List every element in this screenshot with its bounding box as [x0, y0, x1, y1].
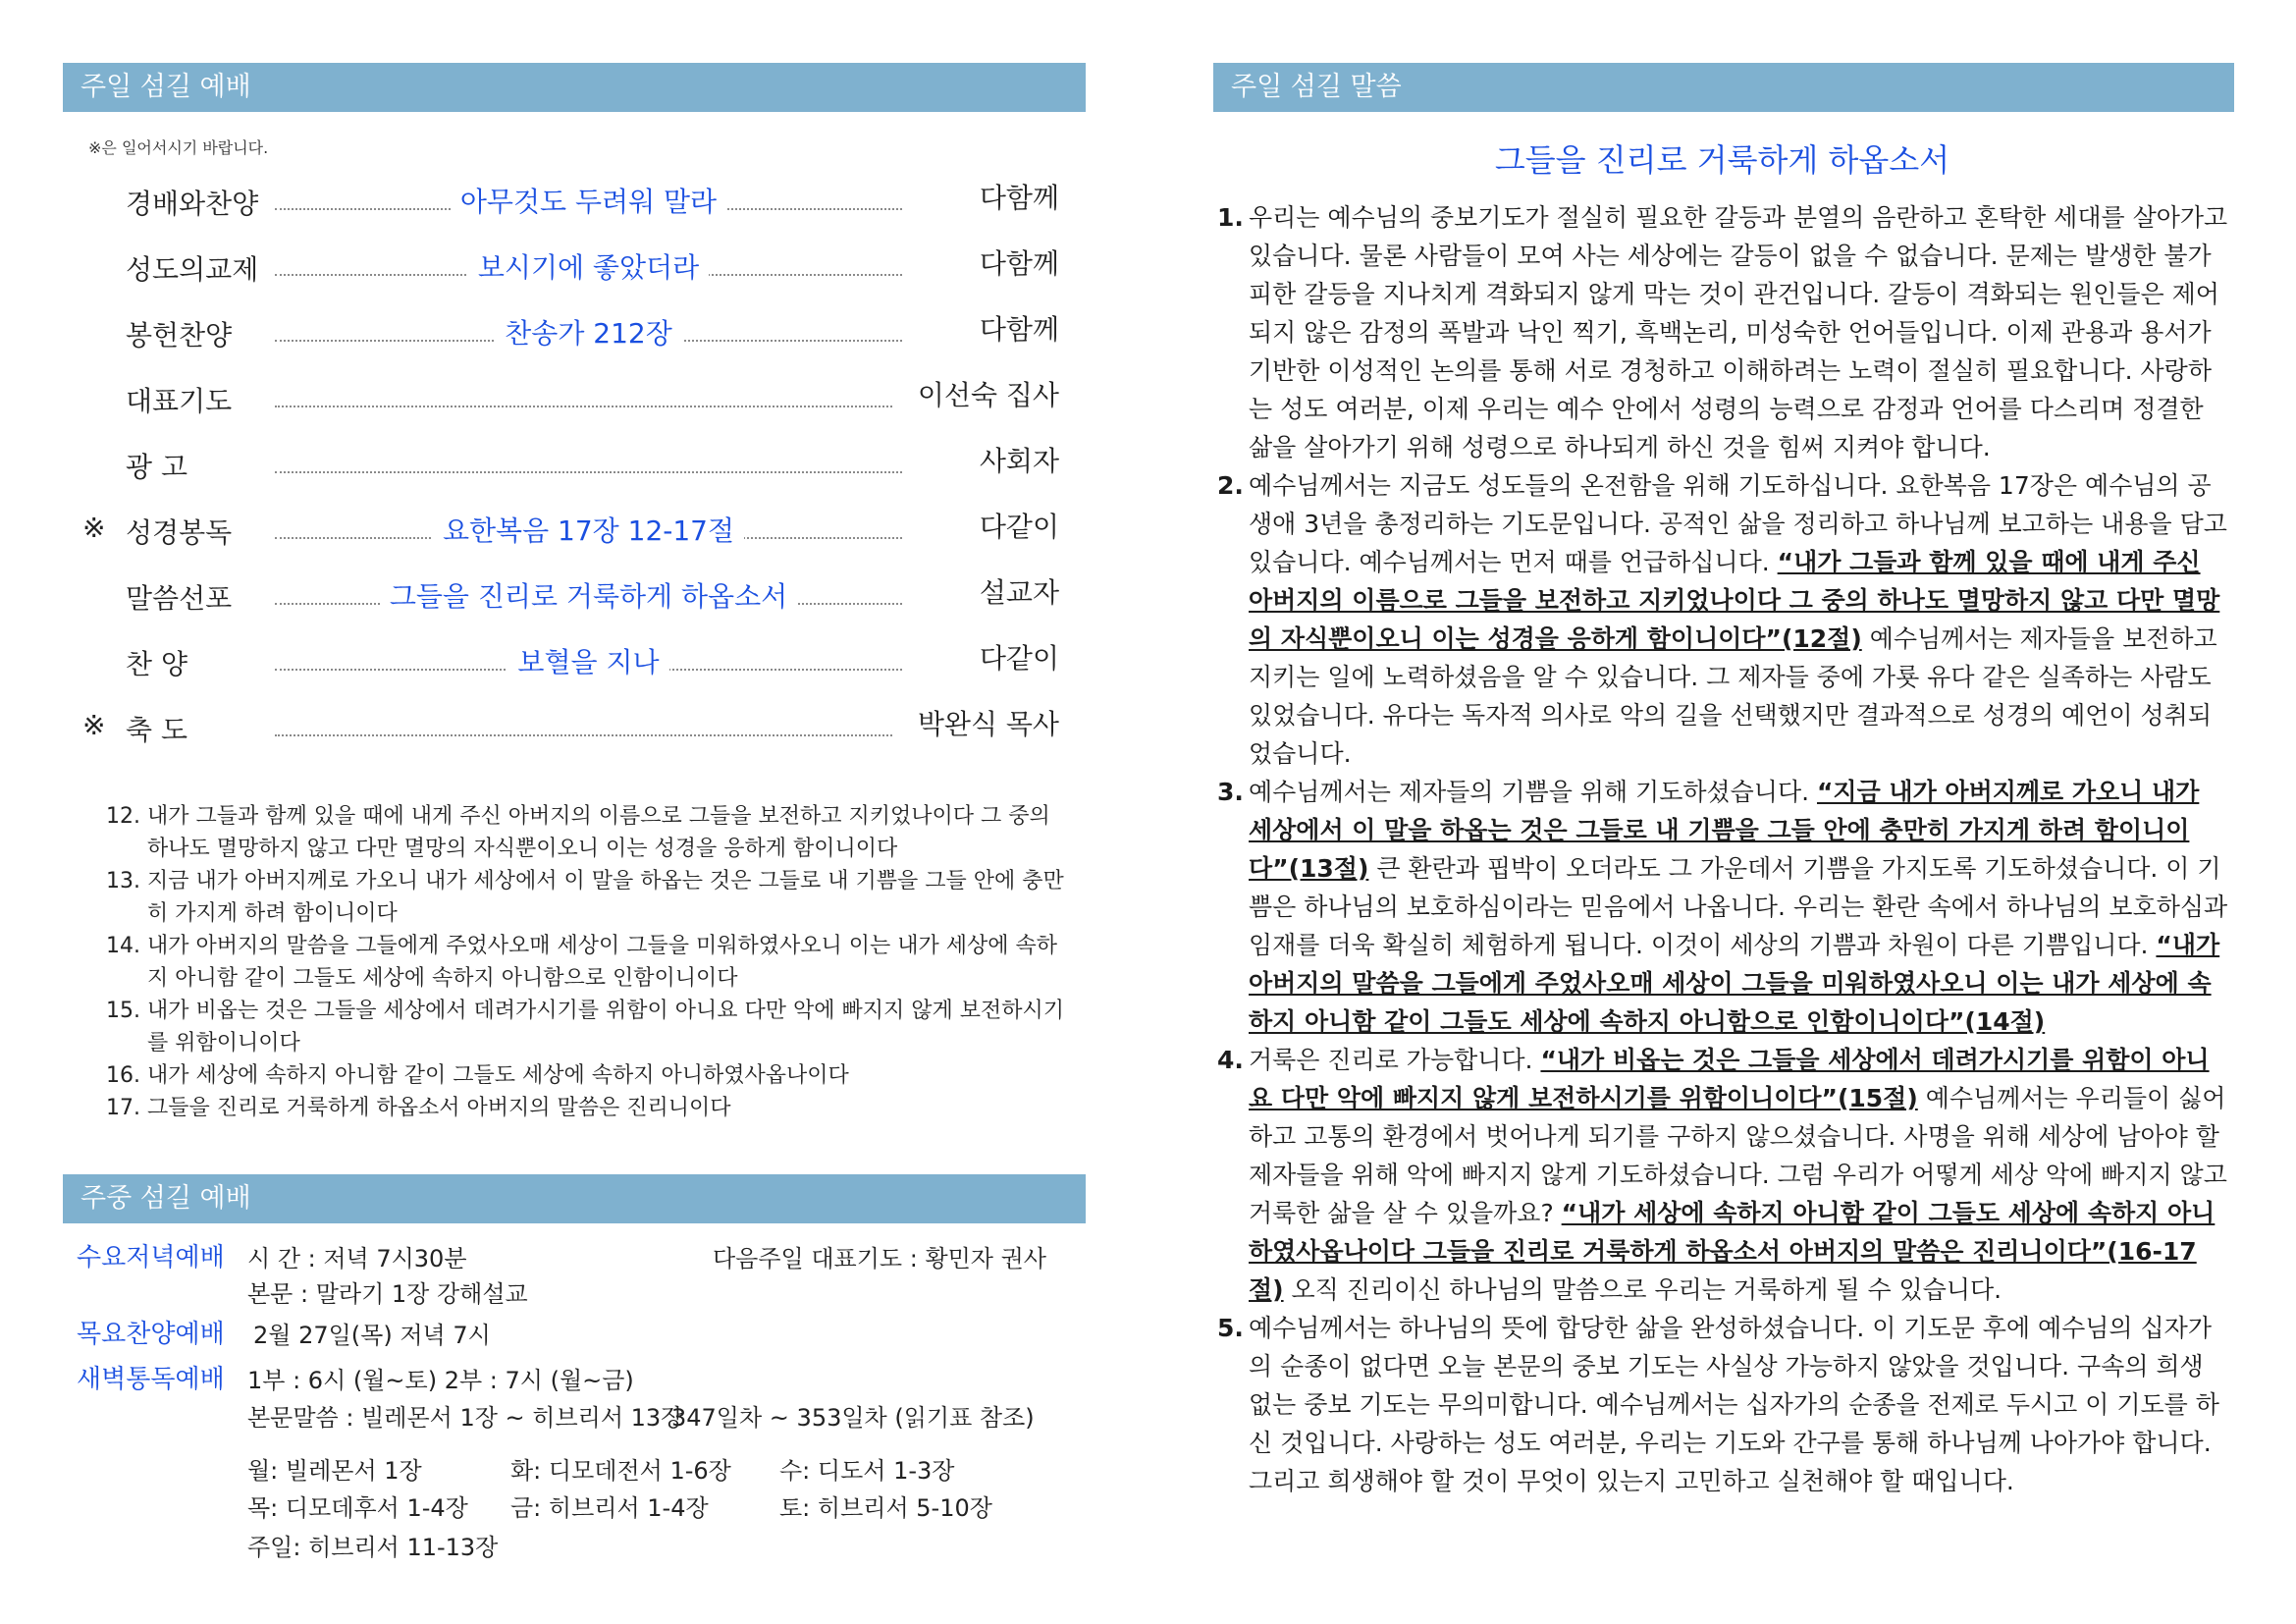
wed-time: 시 간 : 저녁 7시30분 [247, 1245, 467, 1272]
order-person: 다같이 [979, 511, 1059, 543]
dawn-label: 새벽통독예배 [77, 1365, 225, 1394]
order-label: 축 도 [126, 714, 187, 746]
order-title: 아무것도 두려워 말라 [275, 181, 902, 220]
order-title: 그들을 진리로 거룩하게 하옵소서 [275, 575, 902, 615]
bible-quote: “내가 아버지의 말씀을 그들에게 주었사오매 세상이 그들을 미워하였사오니 이는 내가 세상에 속하지 아니함 같이 그들도 세상에 속하지 아니함으로 인함이니이다”(14절) [1249, 931, 2220, 1036]
order-row [82, 370, 1059, 436]
verse-text: 지금 내가 아버지께로 가오니 내가 세상에서 이 말을 하옵는 것은 그들로 내 기쁨을 그들 안에 충만히 가지게 하려 함이니이다 [147, 869, 1064, 926]
order-label: 경배와찬양 [126, 188, 259, 220]
order-title: 찬송가 212장 [275, 312, 902, 352]
point-text [1249, 1041, 2230, 1309]
verse-number: 15. [106, 999, 140, 1023]
bible-quote: “내가 세상에 속하지 아니함 같이 그들도 세상에 속하지 아니하였사옵나이다 그들을 진리로 거룩하게 하옵소서 아버지의 말씀은 진리니이다”(16-17절) [1249, 1199, 2216, 1304]
order-row [82, 633, 1059, 699]
schedule-item: 월: 빌레몬서 1장 [247, 1457, 422, 1485]
scripture-verses [106, 800, 1068, 1124]
order-title: 요한복음 17장 12-17절 [275, 510, 902, 549]
order-row [82, 699, 1059, 765]
verse-item [106, 800, 1068, 865]
stand-mark: ※ [82, 512, 106, 544]
dotted-leader [275, 471, 902, 473]
dawn-days: 347일차 ~ 353일차 (읽기표 참조) [671, 1404, 1035, 1432]
point-text-part: 예수님께서는 제자들을 보전하고 지키는 일에 노력하셨음을 알 수 있습니다. 그 제자들 중에 가룟 유다 같은 실족하는 사람도 있었습니다. 유다는 독자적 의사로 악의 길을 선택했지만 결과적으로 성경의 예언이 성취되었습니다. [1249, 624, 2217, 768]
sermon-point [1217, 1041, 2230, 1309]
schedule-item: 토: 히브리서 5-10장 [779, 1494, 992, 1522]
point-text [1249, 466, 2230, 773]
point-number: 1. [1217, 203, 1244, 232]
point-text-part: 예수님께서는 우리들이 싫어하고 고통의 환경에서 벗어나게 되기를 구하지 않으셨습니다. 사명을 위해 세상에 남아야 할 제자들을 위해 악에 빠지지 않게 기도하셨습니다. 그럼 우리가 어떻게 세상 악에 빠지지 않고 거룩한 삶을 살 수 있을까요? [1249, 1084, 2227, 1227]
verse-text: 내가 비옵는 것은 그들을 세상에서 데려가시기를 위함이 아니요 다만 악에 빠지지 않게 보전하시기를 위함이니이다 [147, 999, 1065, 1056]
dotted-leader [275, 406, 892, 407]
order-label: 말씀선포 [126, 582, 233, 615]
order-person: 다함께 [979, 247, 1059, 280]
verse-number: 16. [106, 1063, 140, 1088]
sermon-point [1217, 466, 2230, 773]
verse-text: 그들을 진리로 거룩하게 하옵소서 아버지의 말씀은 진리니이다 [147, 1096, 731, 1120]
order-row [82, 436, 1059, 502]
worship-header: 주일 섬길 예배 [63, 63, 1086, 112]
verse-item [106, 1092, 1068, 1124]
point-text-part: 거룩은 진리로 가능합니다. [1249, 1046, 1541, 1074]
schedule-item: 주일: 히브리서 11-13장 [247, 1534, 499, 1561]
sermon-point [1217, 1309, 2230, 1500]
wed-label: 수요저녁예배 [77, 1243, 225, 1272]
point-number: 5. [1217, 1314, 1244, 1342]
next-prayer: 다음주일 대표기도 : 황민자 권사 [713, 1245, 1046, 1272]
sermon-point [1217, 773, 2230, 1041]
order-row [82, 173, 1059, 239]
verse-number: 14. [106, 934, 140, 958]
sermon-header: 주일 섬길 말씀 [1213, 63, 2234, 112]
dotted-leader [275, 734, 892, 736]
verse-text: 내가 세상에 속하지 아니함 같이 그들도 세상에 속하지 아니하였사옵나이다 [147, 1063, 849, 1088]
order-label: 봉헌찬양 [126, 319, 233, 352]
standing-note: ※은 일어서시기 바랍니다. [88, 138, 269, 157]
stand-mark: ※ [82, 709, 106, 741]
order-person: 다함께 [979, 313, 1059, 346]
sermon-point [1217, 198, 2230, 466]
verse-item [106, 1059, 1068, 1092]
order-person: 설교자 [979, 576, 1059, 609]
verse-number: 13. [106, 869, 140, 893]
order-person: 이선숙 집사 [917, 379, 1059, 411]
order-person: 다같이 [979, 642, 1059, 675]
schedule-item: 금: 히브리서 1-4장 [510, 1494, 709, 1522]
order-label: 대표기도 [126, 385, 233, 417]
order-row [82, 502, 1059, 568]
dawn-time: 1부 : 6시 (월~토) 2부 : 7시 (월~금) [247, 1367, 634, 1394]
point-text-part: 예수님께서는 지금도 성도들의 온전함을 위해 기도하십니다. 요한복음 17장은 예수님의 공생애 3년을 총정리하는 기도문입니다. 공적인 삶을 정리하고 하나님께 보고하는 내용을 담고 있습니다. 예수님께서는 먼저 때를 언급하십니다. [1249, 471, 2227, 576]
order-label: 성경봉독 [126, 516, 233, 549]
order-title: 보시기에 좋았더라 [275, 246, 902, 286]
point-number: 4. [1217, 1046, 1244, 1074]
verse-number: 12. [106, 804, 140, 829]
order-person: 사회자 [979, 445, 1059, 477]
point-text [1249, 773, 2230, 1041]
point-text-part: 큰 환란과 핍박이 오더라도 그 가운데서 기쁨을 가지도록 기도하셨습니다. 이 기쁨은 하나님의 보호하심이라는 믿음에서 나옵니다. 우리는 환란 속에서 하나님의 보호하심과 임재를 더욱 확실히 체험하게 됩니다. 이것이 세상의 기쁨과 차원이 다른 기쁨입니다. [1249, 854, 2228, 959]
order-title: 보혈을 지나 [275, 641, 902, 680]
verse-number: 17. [106, 1096, 140, 1120]
point-number: 3. [1217, 778, 1244, 806]
wed-text: 본문 : 말라기 1장 강해설교 [247, 1280, 528, 1308]
order-label: 찬 양 [126, 648, 187, 680]
schedule-item: 화: 디모데전서 1-6장 [510, 1457, 731, 1485]
order-row [82, 239, 1059, 304]
verse-text: 내가 아버지의 말씀을 그들에게 주었사오매 세상이 그들을 미워하였사오니 이는 내가 세상에 속하지 아니함 같이 그들도 세상에 속하지 아니함으로 인함이니이다 [147, 934, 1058, 991]
verse-item [106, 865, 1068, 930]
order-label: 성도의교제 [126, 253, 259, 286]
thu-label: 목요찬양예배 [77, 1320, 225, 1349]
verse-item [106, 930, 1068, 995]
thu-time: 2월 27일(목) 저녁 7시 [253, 1322, 491, 1349]
order-label: 광 고 [126, 451, 187, 483]
order-row [82, 304, 1059, 370]
bible-quote: “내가 비옵는 것은 그들을 세상에서 데려가시기를 위함이 아니요 다만 악에 빠지지 않게 보전하시기를 위함이니이다”(15절) [1249, 1046, 2210, 1112]
sermon-body [1217, 198, 2230, 1500]
point-text-part: 오직 진리이신 하나님의 말씀으로 우리는 거룩하게 될 수 있습니다. [1283, 1275, 2002, 1304]
schedule-item: 수: 디도서 1-3장 [779, 1457, 955, 1485]
point-text: 예수님께서는 하나님의 뜻에 합당한 삶을 완성하셨습니다. 이 기도문 후에 예수님의 십자가의 순종이 없다면 오늘 본문의 중보 기도는 사실상 가능하지 않았을 것입니다. 구속의 희생 없는 중보 기도는 무의미합니다. 예수님께서는 십자가의 순종을 전제로 두시고 이 기도를 하신 것입니다. 사랑하는 성도 여러분, 우리는 기도와 간구를 통해 하나님께 나아가야 합니다. 그리고 희생해야 할 것이 무엇이 있는지 고민하고 실천해야 할 때입니다. [1249, 1314, 2219, 1495]
verse-item [106, 995, 1068, 1059]
point-text: 우리는 예수님의 중보기도가 절실히 필요한 갈등과 분열의 음란하고 혼탁한 세대를 살아가고 있습니다. 물론 사람들이 모여 사는 세상에는 갈등이 없을 수 없습니다. 문제는 발생한 불가피한 갈등을 지나치게 격화되지 않게 막는 것이 관건입니다. 갈등이 격화되는 원인들은 제어되지 않은 감정의 폭발과 낙인 찍기, 흑백논리, 미성숙한 언어들입니다. 이제 관용과 용서가 기반한 이성적인 논의를 통해 서로 경청하고 이해하려는 노력이 절실히 필요합니다. 사랑하는 성도 여러분, 이제 우리는 예수 안에서 성령의 능력으로 감정과 언어를 다스리며 정결한 삶을 살아가기 위해 성령으로 하나되게 하신 것을 힘써 지켜야 합니다. [1249, 203, 2228, 461]
bible-quote: “지금 내가 아버지께로 가오니 내가 세상에서 이 말을 하옵는 것은 그들로 내 기쁨을 그들 안에 충만히 가지게 하려 함이니이다”(13절) [1249, 778, 2200, 883]
point-text-part: 예수님께서는 제자들의 기쁨을 위해 기도하셨습니다. [1249, 778, 1817, 806]
dawn-text: 본문말씀 : 빌레몬서 1장 ~ 히브리서 13장 [247, 1404, 684, 1432]
point-number: 2. [1217, 471, 1244, 500]
bible-quote: “내가 그들과 함께 있을 때에 내게 주신 아버지의 이름으로 그들을 보전하고 지키었나이다 그 중의 하나도 멸망하지 않고 다만 멸망의 자식뿐이오니 이는 성경을 응하게 함이니이다”(12절) [1249, 548, 2220, 653]
schedule-item: 목: 디모데후서 1-4장 [247, 1494, 468, 1522]
order-person: 박완식 목사 [917, 708, 1059, 740]
order-of-service [82, 173, 1059, 765]
right-page [1148, 0, 2296, 1624]
order-row [82, 568, 1059, 633]
order-person: 다함께 [979, 182, 1059, 214]
sermon-title: 그들을 진리로 거룩하게 하옵소서 [1494, 141, 1950, 179]
weekday-header: 주중 섬길 예배 [63, 1174, 1086, 1223]
verse-text: 내가 그들과 함께 있을 때에 내게 주신 아버지의 이름으로 그들을 보전하고 지키었나이다 그 중의 하나도 멸망하지 않고 다만 멸망의 자식뿐이오니 이는 성경을 응하게 함이니이다 [147, 804, 1050, 861]
